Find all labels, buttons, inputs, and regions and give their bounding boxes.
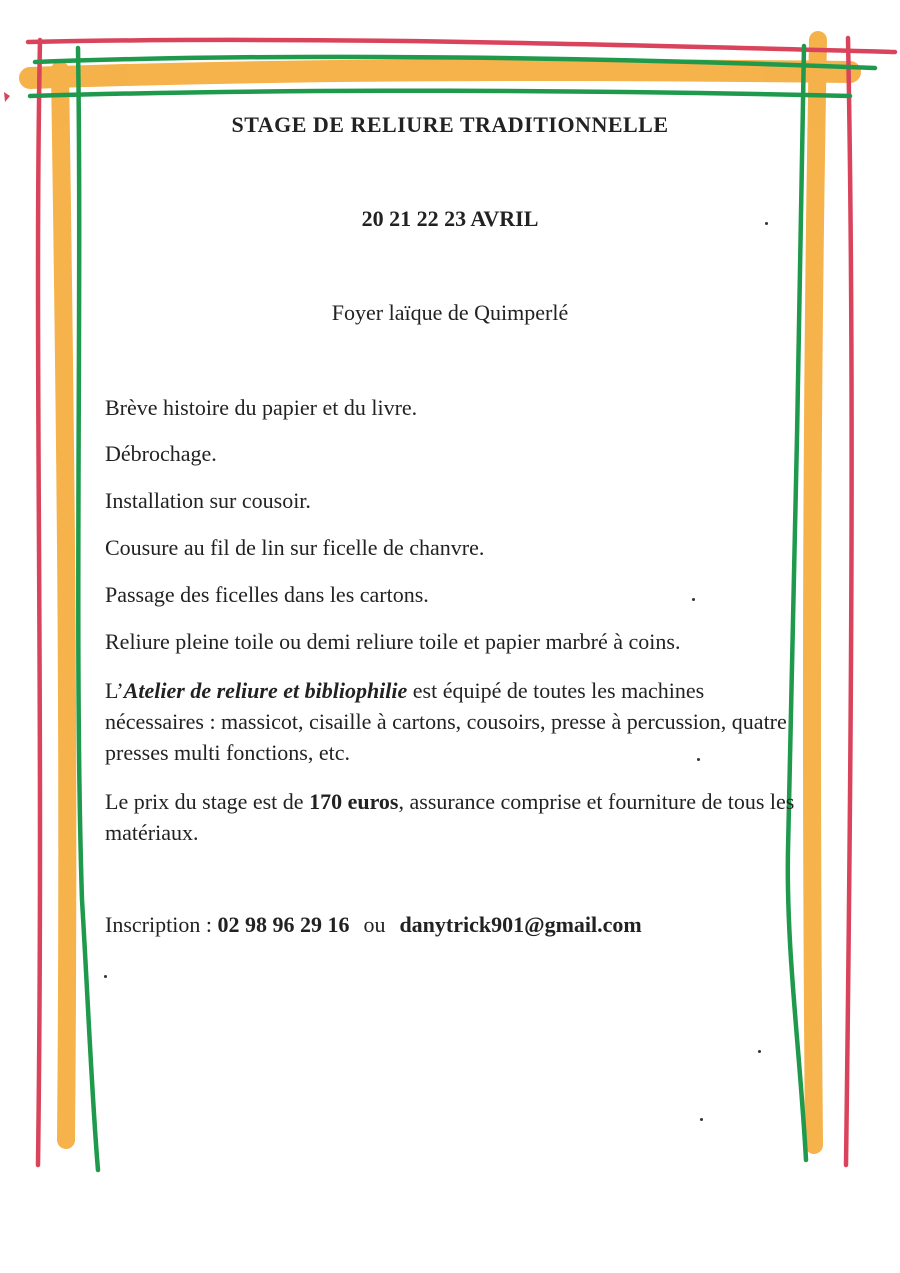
event-dates: 20 21 22 23 AVRIL — [361, 206, 539, 231]
left-edge-mark — [4, 92, 10, 102]
inscription-line — [105, 912, 642, 938]
price-paragraph — [105, 786, 795, 848]
scan-speck — [765, 222, 768, 225]
program-item: Brève histoire du papier et du livre. — [105, 395, 418, 420]
scan-speck — [700, 1118, 703, 1121]
green-top-line-2 — [30, 91, 850, 96]
scan-speck — [104, 975, 107, 978]
event-location: Foyer laïque de Quimperlé — [331, 300, 569, 325]
price-prefix: Le prix du stage est de — [105, 789, 310, 814]
email-address: danytrick901@gmail.com — [399, 912, 642, 937]
scan-speck — [758, 1050, 761, 1053]
scan-speck — [697, 758, 700, 761]
program-item: Débrochage. — [105, 441, 217, 466]
inscription-label: Inscription : — [105, 912, 218, 937]
atelier-description: est équipé de toutes les machines nécessaires : massicot, cisaille à cartons, cousoirs, presse à percussion, quatre presses multi fonctions, etc. — [105, 678, 787, 765]
program-item: Cousure au fil de lin sur ficelle de chanvre. — [105, 535, 485, 560]
price-description: , assurance comprise et fourniture de tous les matériaux. — [105, 789, 795, 845]
scan-speck — [692, 598, 695, 601]
program-item: Passage des ficelles dans les cartons. — [105, 582, 429, 607]
page-title: STAGE DE RELIURE TRADITIONNELLE — [231, 112, 669, 137]
price-amount: 170 euros — [309, 789, 399, 814]
program-item: Installation sur cousoir. — [105, 488, 311, 513]
program-item: Reliure pleine toile ou demi reliure toile et papier marbré à coins. — [105, 629, 681, 654]
red-top-line — [28, 40, 895, 52]
phone-number: 02 98 96 29 16 — [217, 912, 350, 937]
or-separator: ou — [363, 912, 386, 937]
atelier-prefix: L’ — [105, 678, 124, 703]
orange-top-stroke — [30, 70, 850, 78]
atelier-name: Atelier de reliure et bibliophilie — [123, 678, 408, 703]
atelier-paragraph — [105, 675, 795, 768]
